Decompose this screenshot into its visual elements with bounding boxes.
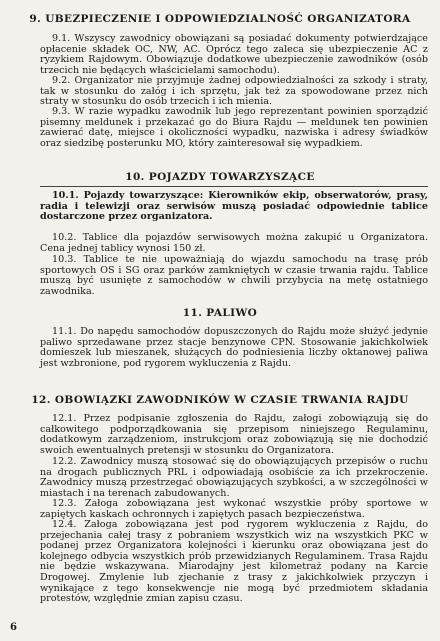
paragraph-9-2: 9.2. Organizator nie przyjmuje żadnej odpowiedzialności za szkody i straty, tak w stosunku do załóg i ich sprzętu, jak też za spowodowane przez nich straty w stosunku do osób trzecich i ich mienia. (40, 75, 428, 108)
paragraph-10-2: 10.2. Tablice dla pojazdów serwisowych można zakupić u Organizatora. Cena jednej tablicy wynosi 150 zł. (40, 232, 428, 254)
paragraph-11-1: 11.1. Do napędu samochodów dopuszczonych do Rajdu może służyć jedynie paliwo sprzedawane przez stacje benzynowe CPN. Stosowanie jakichkolwiek domieszek lub mieszanek, służących do podniesienia liczby oktanowej paliwa jest wzbronione, pod rygorem wykluczenia z Rajdu. (40, 326, 428, 369)
paragraph-12-1: 12.1. Przez podpisanie zgłoszenia do Rajdu, załogi zobowiązują się do całkowitego podporządkowania się przepisom niniejszego Regulaminu, dodatkowym zarządzeniom, instrukcjom oraz zobowiązują się nie dochodzić swoich ewentualnych pretensji w stosunku do Organizatora. (40, 413, 428, 456)
section-12-heading: 12. OBOWIĄZKI ZAWODNIKÓW W CZASIE TRWANIA RAJDU (31, 394, 409, 406)
paragraph-12-4: 12.4. Załoga zobowiązana jest pod rygorem wykluczenia z Rajdu, do przejechania całej trasy z pobraniem wszystkich wiz na wszystkich PKC w podanej przez Organizatora kolejności i kierunku oraz obowiązana jest do kolejnego odbycia wszystkich prób przewidzianych Regulaminem. Trasa Rajdu nie będzie wskazywana. Miarodajny jest kilometraż podany na Karcie Drogowej. Zmylenie lub zjechanie z trasy z jakichkolwiek przyczyn i wynikające z tego konsekwencje nie mogą być przedmiotem składania protestów, względnie zmian zapisu czasu. (40, 519, 428, 605)
paragraph-10-3: 10.3. Tablice te nie upoważniają do wjazdu samochodu na trasę prób sportowych OS i SG oraz parków zamkniętych w czasie trwania rajdu. Tablice muszą być usunięte z samochodów w chwili przybycia na metę ostatniego zawodnika. (40, 254, 428, 297)
section-10-heading: 10. POJAZDY TOWARZYSZĄCE (125, 171, 315, 183)
paragraph-9-3: 9.3. W razie wypadku zawodnik lub jego reprezentant powinien sporządzić pisemny meldunek i przekazać go do Biura Rajdu — meldunek ten powinien zawierać datę, miejsce i okoliczności wypadku, nazwiska i adresy świadków oraz siedzibę posterunku MO, który zainteresował się wypadkiem. (40, 106, 428, 149)
section-11-heading: 11. PALIWO (182, 307, 258, 319)
section-divider (40, 186, 428, 187)
page-number: 6 (10, 622, 17, 633)
section-9-heading: 9. UBEZPIECZENIE I ODPOWIEDZIALNOŚĆ ORGANIZATORA (29, 13, 411, 25)
paragraph-9-1: 9.1. Wszyscy zawodnicy obowiązani są posiadać dokumenty potwierdzające opłacenie składek OC, NW, AC. Oprócz tego zaleca się ubezpieczenie AC z ryzykiem Rajdowym. Obowiązuje dodatkowe ubezpieczenie zawodników (osób trzecich nie będących właścicielami samochodu). (40, 33, 428, 76)
paragraph-10-1: 10.1. Pojazdy towarzyszące: Kierowników ekip, obserwatorów, prasy, radia i telewizji oraz serwisów muszą posiadać odpowiednie tablice dostarczone przez organizatora. (40, 190, 428, 223)
paragraph-12-3: 12.3. Załoga zobowiązana jest wykonać wszystkie próby sportowe w zapiętych kaskach ochronnych i zapiętych pasach bezpieczeństwa. (40, 498, 428, 520)
paragraph-12-2: 12.2. Zawodnicy muszą stosować się do obowiązujących przepisów o ruchu na drogach publicznych PRL i odpowiadają osobiście za ich przekroczenie. Zawodnicy muszą przestrzegać obowiązujących szybkości, a w szczególności w miastach i na terenach zabudowanych. (40, 456, 428, 499)
